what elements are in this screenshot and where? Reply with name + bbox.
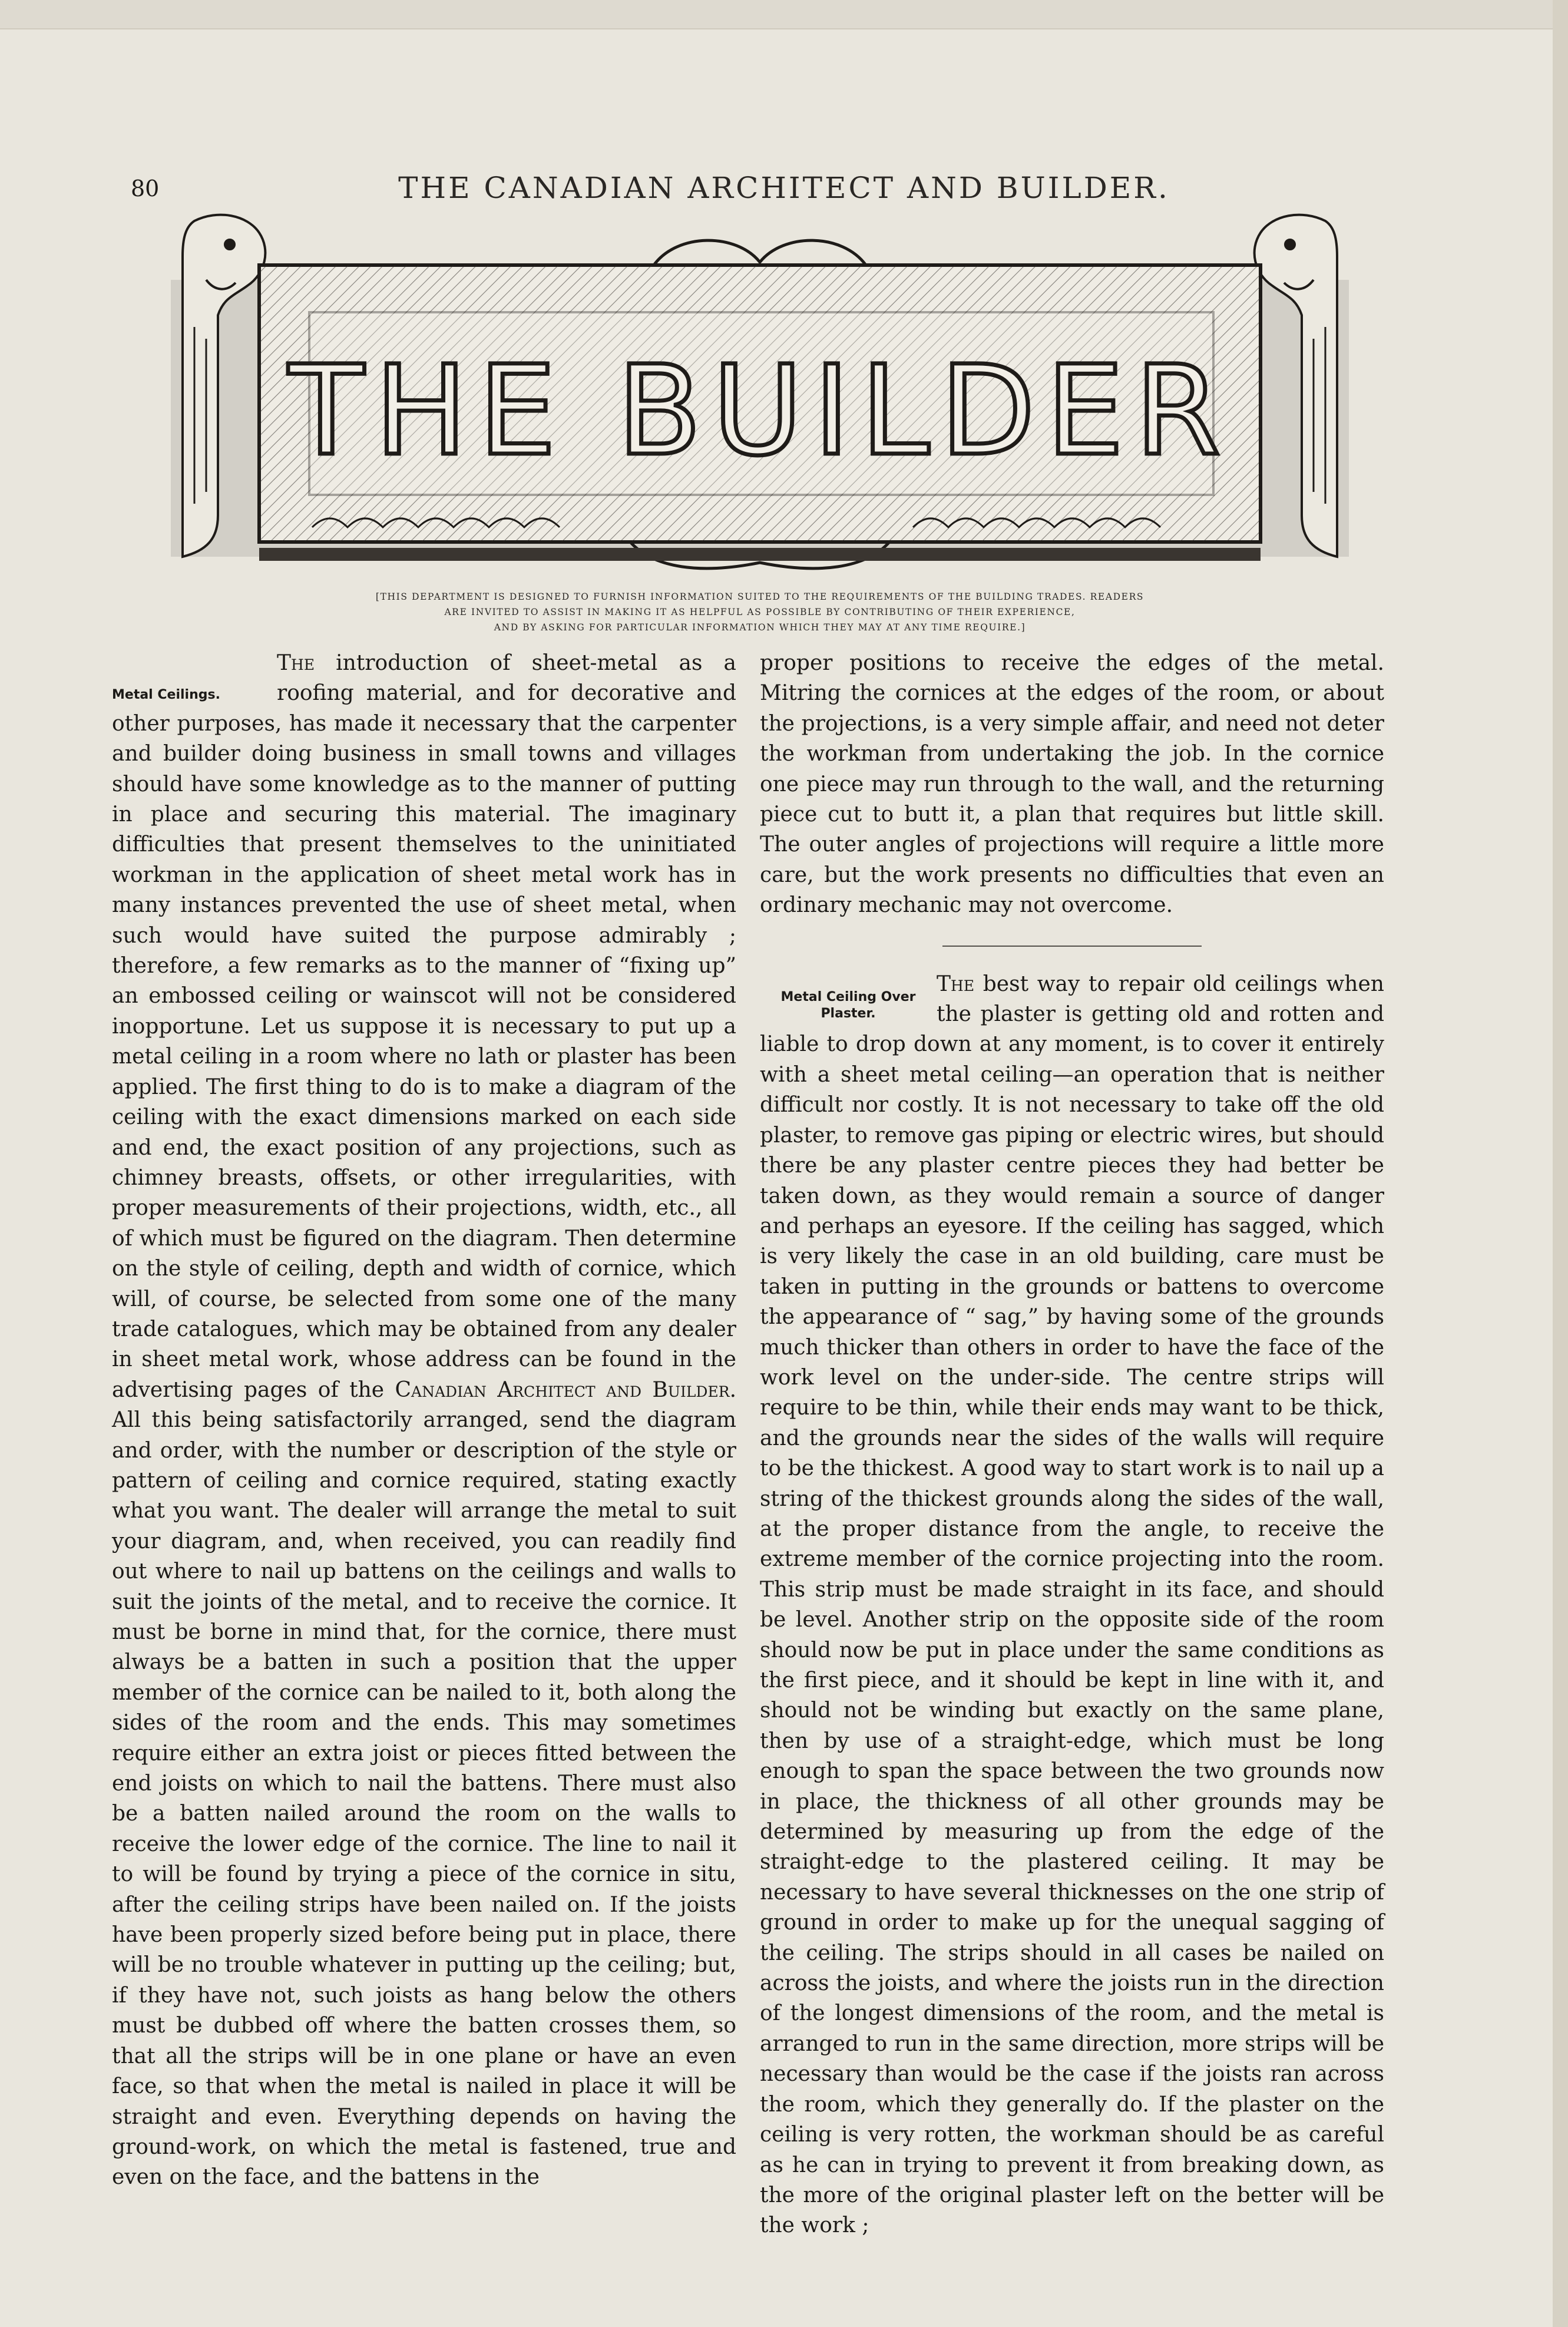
banner-title: THE BUILDER [288,339,1232,483]
department-note-line-3: AND BY ASKING FOR PARTICULAR INFORMATION WHICH THEY MAY AT ANY TIME REQUIRE.] [494,622,1026,633]
left-column [112,648,736,2193]
page-number: 80 [131,176,160,201]
journal-name: Canadian Architect and Builder [395,1377,730,1402]
side-head-line-2: Plaster. [821,1006,876,1021]
article-text: best way to repair old ceilings when the plaster is getting old and rotten and liable to drop down at any moment, is to cover it entirely with a sheet metal ceiling—an operation that is neither difficult nor costly. It is not necessary to take off the old plaster, to remove gas piping or electric wires, but should there be any plaster centre pieces they had better be taken down, as they would remain a source of danger and perhaps an eyesore. If the ceiling has sagged, which is very likely the case in an old building, care must be taken in putting in the grounds or battens to overcome the appearance of “ sag,” by having some of the grounds much thicker than others in order to have the face of the work level on the under-side. The centre strips will require to be thin, while their ends may want to be thick, and the grounds near the sides of the walls will require to be the thickest. A good way to start work is to nail up a string of the thickest grounds along the sides of the wall, at the proper distance from the angle, to receive the extreme member of the cornice projecting into the room. This strip must be made straight in its face, and should be level. Another strip on the opposite side of the room should now be put in place under the same conditions as the first piece, and it should be kept in line with it, and should not be winding but exactly on the same plane, then by use of a straight-edge, which must be long enough to span the space between the two grounds now in place, the thickness of all other grounds may be determined by measuring up from the edge of the straight-edge to the plastered ceiling. It may be necessary to have several thicknesses on the one strip of ground in order to make up for the unequal sagging of the ceiling. The strips should in all cases be nailed on across the joists, and where the joists run in the direction of the longest dimensions of the room, and the metal is arranged to run in the same direction, more strips will be necessary than would be the case if the joists ran across the room, which they generally do. If the plaster on the ceiling is very rotten, the workman should be as careful as he can in trying to prevent it from breaking down, as the more of the original plaster left on the better will be the work ; [760,971,1384,2238]
right-column [760,648,1384,2241]
running-head: THE CANADIAN ARCHITECT AND BUILDER. [398,171,1170,205]
department-note [194,589,1325,635]
page-top-edge [0,0,1568,29]
article-text-part-b: . All this being satisfactorily arranged, send the diagram and order, with the number or description of the style or pattern of ceiling and cornice required, stating exactly what you want. The dealer will arrange the metal to suit your diagram, and, when received, you can readily find out where to nail up battens on the ceilings and walls to suit the joints of the metal, and to receive the cornice. It must be borne in mind that, for the cornice, there must always be a batten in such a position that the upper member of the cornice can be nailed to it, both along the sides of the room and the ends. This may sometimes require either an extra joist or pieces fitted between the end joists on which to nail the battens. There must also be a batten nailed around the room on the walls to receive the lower edge of the cornice. The line to nail it to will be found by trying a piece of the cornice in situ, after the ceiling strips have been nailed on. If the joists have been properly sized before being put in place, there will be no trouble whatever in putting up the ceiling; but, if they have not, such joists as hang below the others must be dubbed off where the batten crosses them, so that all the strips will be in one plane or have an even face, so that when the metal is nailed in place it will be straight and even. Everything depends on having the ground-work, on which the metal is fastened, true and even on the face, and the battens in the [112,1377,737,2190]
side-head-metal-ceilings: Metal Ceilings. [112,687,220,702]
department-note-line-2: ARE INVITED TO ASSIST IN MAKING IT AS HELPFUL AS POSSIBLE BY CONTRIBUTING OF THEIR EXPERIENCE, [444,607,1076,617]
article-metal-ceiling-over-plaster-body [760,969,1384,2241]
side-head-line-1: Metal Ceiling Over [780,989,916,1004]
department-note-line-1: [THIS DEPARTMENT IS DESIGNED TO FURNISH INFORMATION SUITED TO THE REQUIREMENTS OF THE BUILDING TRADES. READERS [375,591,1144,602]
builder-banner [171,209,1349,586]
section-divider [942,946,1202,947]
article-lead-word: The [277,651,315,675]
page-right-edge [1553,0,1568,2327]
side-head-metal-ceiling-over-plaster [760,989,937,1022]
article-lead-word: The [937,971,975,996]
article-text-part-a: introduction of sheet-metal as a roofing material, and for decorative and other purposes, has made it necessary that the carpenter and builder doing business in small towns and villages should have some knowledge as to the manner of putting in place and securing this material. The imaginary difficulties that present themselves to the uninitiated workman in the application of sheet metal work has in many instances prevented the use of sheet metal, when such would have suited the purpose admirably ; therefore, a few remarks as to the manner of “fixing up” an embossed ceiling or wainscot will not be considered inopportune. Let us suppose it is necessary to put up a metal ceiling in a room where no lath or plaster has been applied. The first thing to do is to make a diagram of the ceiling with the exact dimensions marked on each side and end, the exact position of any projections, such as chimney breasts, offsets, or other irregularities, with proper measurements of their projections, width, etc., all of which must be figured on the diagram. Then determine on the style of ceiling, depth and width of cornice, which will, of course, be selected from some one of the many trade catalogues, which may be obtained from any dealer in sheet metal work, whose address can be found in the advertising pages of the [112,651,736,1402]
article-metal-ceilings-continued: proper positions to receive the edges of the metal. Mitring the cornices at the edges of the room, or about the projections, is a very simple affair, and need not deter the workman from undertaking the job. In the cornice one piece may run through to the wall, and the returning piece cut to butt it, a plan that requires but little skill. The outer angles of projections will require a little more care, but the work presents no difficulties that even an ordinary mechanic may not overcome. [760,651,1384,918]
article-metal-ceilings-body [112,648,736,2193]
